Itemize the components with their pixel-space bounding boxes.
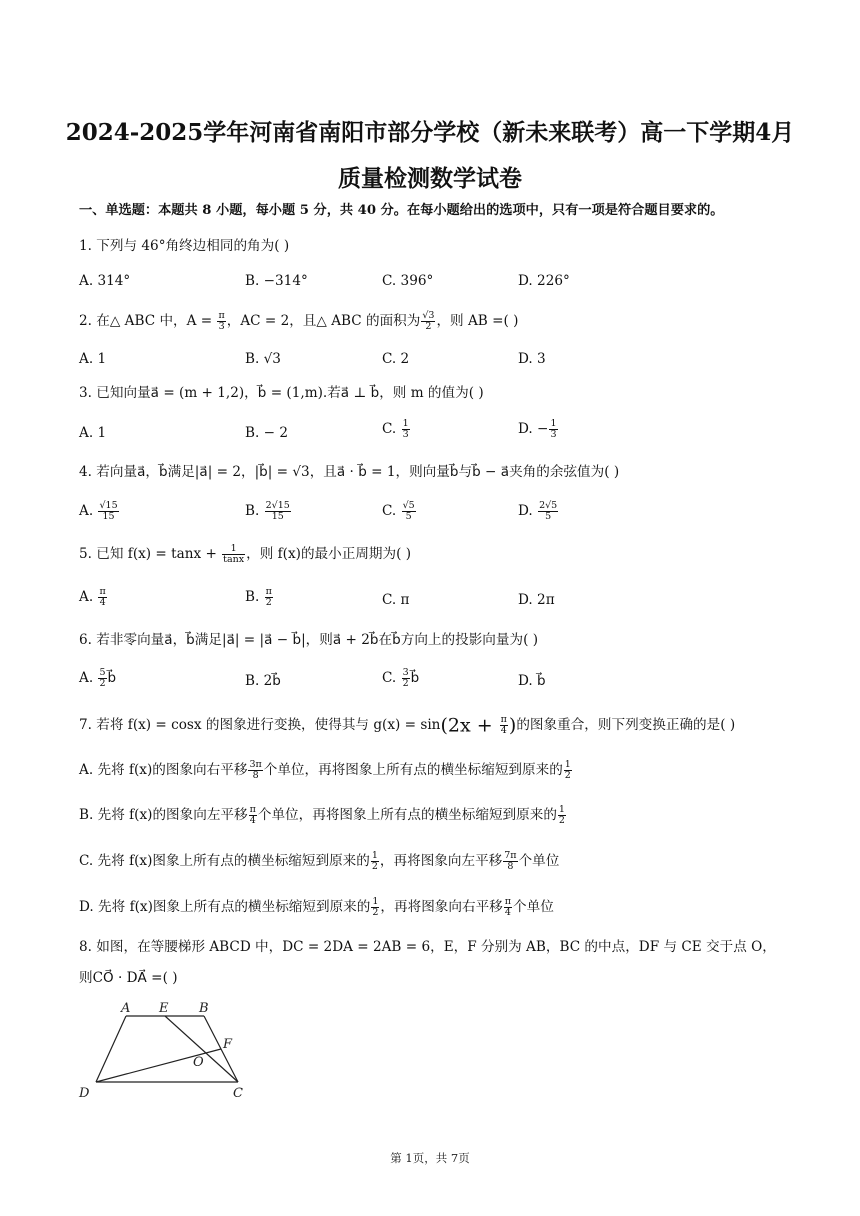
q1-option-c: C. 396° <box>382 273 434 289</box>
q5-option-b-den: 2 <box>265 597 272 608</box>
q6-option-a-num: 5 <box>99 667 106 678</box>
q4-option-c <box>382 500 417 522</box>
q7-option-c-text-3: 个单位 <box>518 853 560 869</box>
q1-option-d: D. 226° <box>518 273 570 289</box>
q3-option-d-den: 3 <box>550 429 557 440</box>
q7-frac-den: 4 <box>500 725 507 736</box>
q7-option-d-text-2: ，再将图象向右平移 <box>380 899 503 915</box>
q2-option-d: D. 3 <box>518 351 546 367</box>
label-b: B <box>199 1001 209 1016</box>
q4-option-c-label: C. <box>382 503 401 519</box>
q7-option-a-frac-1-den: 8 <box>252 770 259 781</box>
q5-option-a-frac <box>98 587 106 608</box>
q7-stem <box>79 714 735 737</box>
q6-option-a-suffix: b⃗ <box>107 670 117 686</box>
q2-option-b: B. √3 <box>245 351 281 367</box>
q7-option-b-frac-2-den: 2 <box>558 815 565 826</box>
q3-option-d <box>518 418 559 440</box>
q7-option-c-text-1: C. 先将 f(x)图象上所有点的横坐标缩短到原来的 <box>79 853 370 869</box>
q6-option-c-suffix: b⃗ <box>410 670 420 686</box>
label-c: C <box>233 1086 243 1101</box>
q7-paren-open: (2x + <box>440 714 499 737</box>
q3-stem: 3. 已知向量a⃗ = (m + 1,2)，b⃗ = (1,m).若a⃗ ⊥ b⃗，则 m 的值为( ) <box>79 385 484 401</box>
q4-option-a <box>79 500 120 522</box>
q2-stem-part-c: ，则 AB =( ) <box>436 313 519 329</box>
q3-option-c-den: 3 <box>402 429 409 440</box>
q1-stem: 1. 下列与 46°角终边相同的角为( ) <box>79 238 290 254</box>
q7-option-c-frac-1 <box>371 851 379 872</box>
q7-option-d-frac-1-num: 1 <box>372 896 379 907</box>
label-d: D <box>79 1086 90 1101</box>
q5-option-b-label: B. <box>245 589 264 605</box>
q7-option-a-frac-2 <box>564 760 572 781</box>
q6-option-c-num: 3 <box>402 667 409 678</box>
section-header: 一、单选题：本题共 8 小题，每小题 5 分，共 40 分。在每小题给出的选项中，只有一项是符合题目要求的。 <box>79 203 724 218</box>
q7-option-d-text-3: 个单位 <box>513 899 554 915</box>
q5-stem <box>79 543 411 565</box>
q2-stem <box>79 310 518 332</box>
q1-option-b: B. −314° <box>245 273 308 289</box>
q5-frac-num: 1 <box>222 544 245 555</box>
q3-option-c-label: C. <box>382 421 401 437</box>
q6-option-c-frac <box>402 668 410 689</box>
label-f: F <box>223 1037 233 1052</box>
q4-option-b <box>245 500 292 522</box>
q7-option-b-frac-1-den: 4 <box>249 815 256 826</box>
q5-option-a-num: π <box>99 586 106 597</box>
q6-option-a-label: A. <box>79 670 98 686</box>
q8-stem-line-1: 8. 如图，在等腰梯形 ABCD 中，DC = 2DA = 2AB = 6，E，F 分别为 AB，BC 的中点，DF 与 CE 交于点 O， <box>79 939 776 955</box>
q2-stem-part-a: 2. 在△ ABC 中，A = <box>79 313 217 329</box>
q5-stem-part-a: 5. 已知 f(x) = tanx + <box>79 546 222 562</box>
q4-option-d-den: 5 <box>545 511 552 522</box>
q4-option-d-frac <box>538 501 558 522</box>
q8-stem-line-2: 则CO⃗ · DA⃗ =( ) <box>79 970 178 986</box>
q7-option-a-text-2: 个单位，再将图象上所有点的横坐标缩短到原来的 <box>263 762 563 778</box>
q6-option-a-frac <box>98 668 106 689</box>
q6-option-a-den: 2 <box>99 678 106 689</box>
q3-option-a: A. 1 <box>79 425 107 441</box>
q6-option-d: D. b⃗ <box>518 673 546 689</box>
q7-option-d-frac-2-num: π <box>504 896 512 907</box>
q6-option-c-label: C. <box>382 670 401 686</box>
q7-stem-part-b: 的图象重合，则下列变换正确的是( ) <box>516 717 736 733</box>
q7-frac <box>500 715 508 736</box>
q3-option-b: B. − 2 <box>245 425 288 441</box>
q5-option-c: C. π <box>382 592 410 608</box>
q2-frac-area-num: √3 <box>422 310 435 321</box>
q4-option-d-label: D. <box>518 503 538 519</box>
q4-stem: 4. 若向量a⃗，b⃗满足|a⃗| = 2，|b⃗| = √3，且a⃗ · b⃗ = 1，则向量b⃗与b⃗ − a⃗夹角的余弦值为( ) <box>79 464 620 480</box>
q4-option-c-den: 5 <box>405 511 412 522</box>
q7-option-c-frac-2-den: 8 <box>507 861 514 872</box>
q7-option-a-frac-2-num: 1 <box>564 759 571 770</box>
q4-option-a-frac <box>98 501 118 522</box>
q7-option-d-frac-1-den: 2 <box>372 907 379 918</box>
q7-option-c-frac-1-num: 1 <box>371 850 378 861</box>
q7-option-a-frac-2-den: 2 <box>564 770 571 781</box>
q2-stem-part-b: ，AC = 2，且△ ABC 的面积为 <box>226 313 421 329</box>
q7-option-c-text-2: ，再将图象向左平移 <box>379 853 503 869</box>
q3-option-c-num: 1 <box>402 418 409 429</box>
q5-option-d: D. 2π <box>518 592 555 608</box>
q7-option-b-frac-2-num: 1 <box>558 804 565 815</box>
q7-option-c-frac-2 <box>503 851 517 872</box>
q2-frac-angle-num: π <box>218 310 225 321</box>
q7-option-a-frac-1 <box>248 760 262 781</box>
q7-option-c-frac-2-num: 7π <box>504 850 517 861</box>
q7-option-d-frac-2-den: 4 <box>504 907 511 918</box>
q7-option-b-frac-1-num: π <box>249 804 256 815</box>
q5-option-a <box>79 586 108 608</box>
q7-option-b-frac-1 <box>249 805 257 826</box>
q1-option-a: A. 314° <box>79 273 131 289</box>
q6-option-a <box>79 667 116 689</box>
q2-frac-area <box>421 311 435 332</box>
q7-stem-part-a: 7. 若将 f(x) = cosx 的图象进行变换，使得其与 g(x) = sin <box>79 717 441 733</box>
q4-option-b-num: 2√15 <box>265 500 290 511</box>
q4-option-d <box>518 500 559 522</box>
q7-option-b <box>79 804 567 826</box>
q7-option-d-frac-1 <box>371 897 379 918</box>
trapezoid-figure <box>76 998 266 1102</box>
q2-frac-angle <box>217 311 225 332</box>
q7-option-a-text-1: A. 先将 f(x)的图象向右平移 <box>79 762 248 778</box>
q2-option-a: A. 1 <box>79 351 107 367</box>
q7-option-c-frac-1-den: 2 <box>371 861 378 872</box>
segment-ad <box>96 1016 126 1082</box>
q7-option-b-frac-2 <box>558 805 566 826</box>
q7-option-b-text-2: 个单位，再将图象上所有点的横坐标缩短到原来的 <box>257 807 557 823</box>
label-a: A <box>121 1001 131 1016</box>
q5-option-a-label: A. <box>79 589 98 605</box>
q7-option-d <box>79 896 554 918</box>
title-line-2: 质量检测数学试卷 <box>338 165 522 192</box>
q4-option-b-label: B. <box>245 503 264 519</box>
q6-option-b: B. 2b⃗ <box>245 673 281 689</box>
q5-option-b-num: π <box>265 586 272 597</box>
q5-option-b <box>245 586 274 608</box>
q4-option-d-num: 2√5 <box>539 500 558 511</box>
q4-option-c-frac <box>402 501 416 522</box>
q7-option-c <box>79 850 559 872</box>
q7-option-d-text-1: D. 先将 f(x)图象上所有点的横坐标缩短到原来的 <box>79 899 371 915</box>
label-o: O <box>193 1055 204 1070</box>
q2-frac-area-den: 2 <box>425 321 432 332</box>
q6-option-c <box>382 667 419 689</box>
q2-option-c: C. 2 <box>382 351 410 367</box>
q4-option-a-den: 15 <box>102 511 115 522</box>
q3-option-c <box>382 418 411 440</box>
label-e: E <box>159 1001 169 1016</box>
q2-frac-angle-den: 3 <box>218 321 225 332</box>
q7-option-a <box>79 759 573 781</box>
q7-option-d-frac-2 <box>504 897 512 918</box>
q5-option-a-den: 4 <box>99 597 106 608</box>
q4-option-b-den: 15 <box>271 511 284 522</box>
q3-option-d-num: 1 <box>550 418 557 429</box>
q5-frac <box>222 544 245 565</box>
q4-option-b-frac <box>265 501 291 522</box>
title-line-1: 2024-2025学年河南省南阳市部分学校（新未来联考）高一下学期4月 <box>65 119 795 146</box>
q6-stem: 6. 若非零向量a⃗，b⃗满足|a⃗| = |a⃗ − b⃗|，则a⃗ + 2b⃗在b⃗方向上的投影向量为( ) <box>79 632 538 648</box>
q6-option-c-den: 2 <box>402 678 409 689</box>
q7-option-b-text-1: B. 先将 f(x)的图象向左平移 <box>79 807 248 823</box>
q5-option-b-frac <box>265 587 273 608</box>
page-footer: 第 1页，共 7页 <box>390 1151 470 1165</box>
q4-option-a-label: A. <box>79 503 98 519</box>
q7-frac-num: π <box>500 714 507 725</box>
q4-option-a-num: √15 <box>99 500 118 511</box>
q3-option-d-frac <box>549 419 557 440</box>
q3-option-d-label: D. − <box>518 421 549 437</box>
q5-frac-den: tanx <box>223 554 245 565</box>
q3-option-c-frac <box>402 419 410 440</box>
q5-stem-part-b: ，则 f(x)的最小正周期为( ) <box>246 546 412 562</box>
q7-paren-close: ) <box>508 714 517 737</box>
q7-option-a-frac-1-num: 3π <box>249 759 262 770</box>
q4-option-c-num: √5 <box>402 500 415 511</box>
